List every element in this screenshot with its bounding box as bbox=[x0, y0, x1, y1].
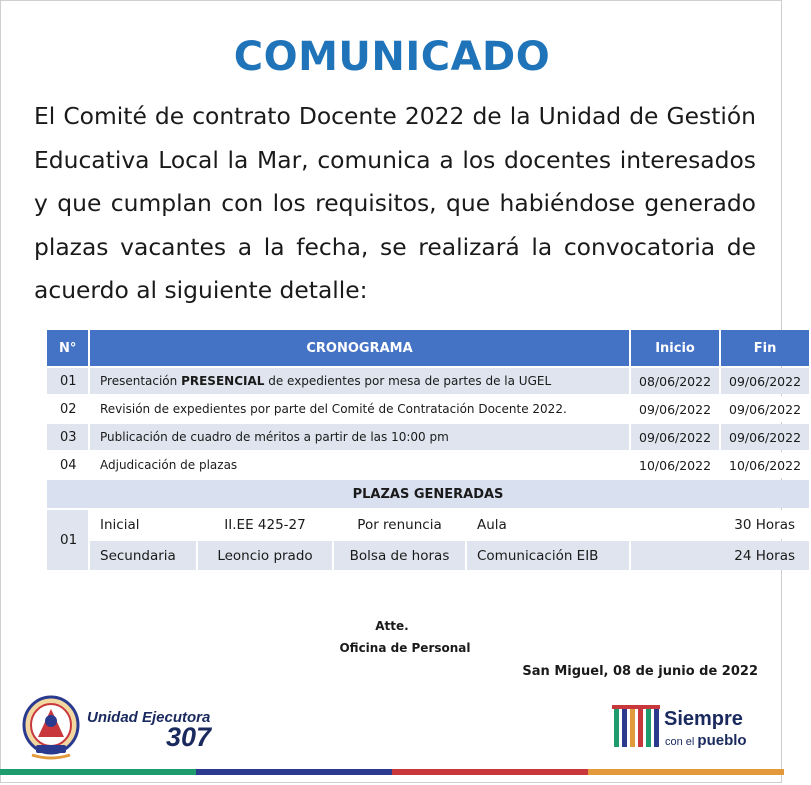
ugel-seal-icon bbox=[22, 695, 80, 761]
page-title: COMUNICADO bbox=[233, 34, 551, 80]
row-end-date: 09/06/2022 bbox=[721, 396, 809, 422]
slogan-line2: con el pueblo bbox=[665, 732, 747, 749]
plaza-area: Aula bbox=[467, 510, 629, 539]
plazas-num: 01 bbox=[47, 510, 88, 570]
plazas-header-row bbox=[47, 480, 809, 508]
row-end-date: 10/06/2022 bbox=[721, 452, 809, 478]
footer bbox=[0, 685, 784, 785]
unidad-ejecutora-number: 307 bbox=[166, 722, 212, 752]
footer-color-stripe bbox=[0, 769, 784, 775]
plaza-row bbox=[47, 541, 809, 570]
stripe-segment bbox=[588, 769, 784, 775]
plaza-reason: Por renuncia bbox=[334, 510, 465, 539]
row-num: 02 bbox=[47, 396, 88, 422]
plaza-level: Secundaria bbox=[90, 541, 196, 570]
plaza-reason: Bolsa de horas bbox=[334, 541, 465, 570]
plaza-school: Leoncio prado bbox=[198, 541, 332, 570]
siempre-logo-icon bbox=[610, 703, 662, 751]
row-num: 04 bbox=[47, 452, 88, 478]
header-cronograma: CRONOGRAMA bbox=[90, 330, 629, 366]
stripe-segment bbox=[196, 769, 392, 775]
row-start-date: 10/06/2022 bbox=[631, 452, 719, 478]
table-header-row bbox=[47, 330, 809, 366]
row-start-date: 09/06/2022 bbox=[631, 396, 719, 422]
header-inicio: Inicio bbox=[631, 330, 719, 366]
row-num: 01 bbox=[47, 368, 88, 394]
closing-atte: Atte. bbox=[375, 619, 409, 633]
row-end-date: 09/06/2022 bbox=[721, 424, 809, 450]
plaza-hours: 24 Horas bbox=[631, 541, 809, 570]
table-row bbox=[47, 368, 809, 394]
plazas-title: PLAZAS GENERADAS bbox=[47, 480, 809, 508]
table-row bbox=[47, 452, 809, 478]
slogan-line1: Siempre bbox=[664, 708, 743, 730]
unidad-ejecutora-label: Unidad Ejecutora bbox=[87, 709, 211, 726]
header-fin: Fin bbox=[721, 330, 809, 366]
closing-office: Oficina de Personal bbox=[339, 641, 471, 655]
plaza-school: II.EE 425-27 bbox=[198, 510, 332, 539]
plaza-level: Inicial bbox=[90, 510, 196, 539]
plaza-hours: 30 Horas bbox=[631, 510, 809, 539]
stripe-segment bbox=[392, 769, 588, 775]
row-num: 03 bbox=[47, 424, 88, 450]
plaza-row bbox=[47, 510, 809, 539]
schedule-table bbox=[45, 328, 811, 572]
row-description: Adjudicación de plazas bbox=[90, 452, 629, 478]
stripe-segment bbox=[0, 769, 196, 775]
plaza-area: Comunicación EIB bbox=[467, 541, 629, 570]
intro-paragraph: El Comité de contrato Docente 2022 de la Unidad de Gestión Educativa Local la Mar, comunica a los docentes interesados y que cumplan con los requisitos, que habiéndose generado plazas vacantes a la fecha, se realizará la convocatoria de acuerdo al siguiente detalle: bbox=[34, 102, 756, 304]
row-end-date: 09/06/2022 bbox=[721, 368, 809, 394]
row-start-date: 09/06/2022 bbox=[631, 424, 719, 450]
row-description: Publicación de cuadro de méritos a partir de las 10:00 pm bbox=[90, 424, 629, 450]
row-description: Presentación PRESENCIAL de expedientes por mesa de partes de la UGEL bbox=[90, 368, 629, 394]
row-start-date: 08/06/2022 bbox=[631, 368, 719, 394]
header-num: N° bbox=[47, 330, 88, 366]
closing-date: San Miguel, 08 de junio de 2022 bbox=[522, 664, 758, 679]
table-row bbox=[47, 396, 809, 422]
row-description: Revisión de expedientes por parte del Comité de Contratación Docente 2022. bbox=[90, 396, 629, 422]
table-row bbox=[47, 424, 809, 450]
